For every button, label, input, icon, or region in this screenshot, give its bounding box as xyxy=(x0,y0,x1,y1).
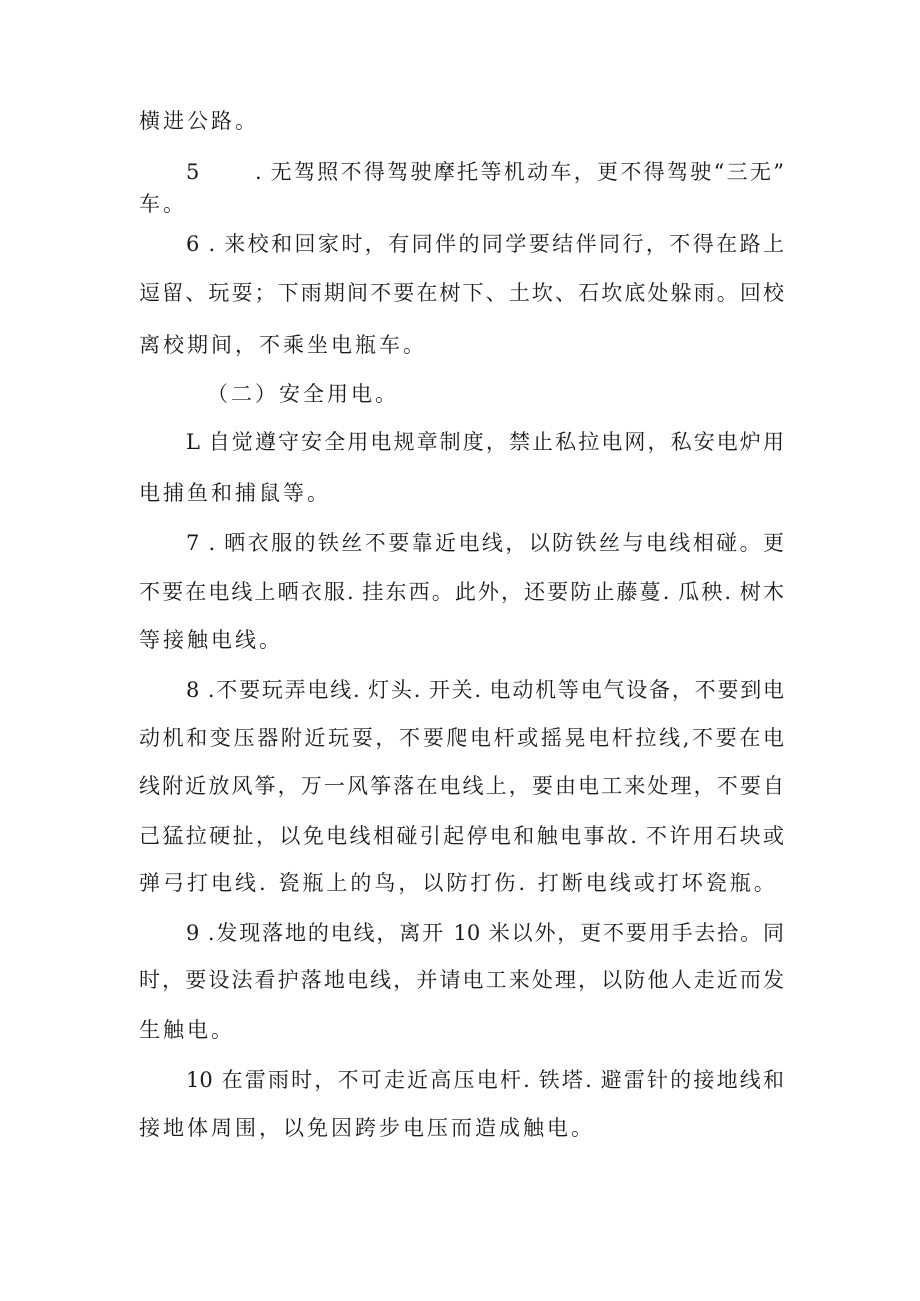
text-line: 7 . 晒衣服的铁丝不要靠近电线，以防铁丝与电线相碰。更 xyxy=(186,531,784,555)
text-line: 时，要设法看护落地电线，并请电工来处理，以防他人走近而发 xyxy=(139,968,784,992)
text-line: 8 .不要玩弄电线. 灯头. 开关. 电动机等电气设备，不要到电 xyxy=(186,678,784,702)
text-line: 生触电。 xyxy=(139,1018,235,1042)
section-heading: （二）安全用电。 xyxy=(207,382,399,406)
text-line: 5 . 无驾照不得驾驶摩托等机动车，更不得驾驶“三无” xyxy=(186,160,784,184)
text-line: 己猛拉硬扯，以免电线相碰引起停电和触电事故. 不许用石块或 xyxy=(139,824,784,848)
text-line: 9 .发现落地的电线，离开 10 米以外，更不要用手去拾。同 xyxy=(186,921,784,945)
text-line: 电捕鱼和捕鼠等。 xyxy=(139,481,331,505)
text-line: 逗留、玩耍；下雨期间不要在树下、土坎、石坎底处躲雨。回校 xyxy=(139,281,784,305)
text-line: 不要在电线上晒衣服. 挂东西。此外，还要防止藤蔓. 瓜秧. 树木 xyxy=(139,580,784,604)
text-line: 弹弓打电线. 瓷瓶上的鸟，以防打伤. 打断电线或打坏瓷瓶。 xyxy=(139,871,778,895)
text-line: 接地体周围，以免因跨步电压而造成触电。 xyxy=(139,1116,595,1140)
text-line: 等接触电线。 xyxy=(139,628,283,652)
text-line: 车。 xyxy=(139,192,187,216)
text-line: 线附近放风筝，万一风筝落在电线上，要由电工来处理，不要自 xyxy=(139,774,784,798)
text-line: 横进公路。 xyxy=(139,109,259,133)
text-line: 动机和变压器附近玩耍，不要爬电杆或摇晃电杆拉线,不要在电 xyxy=(139,726,784,750)
text-line: 离校期间，不乘坐电瓶车。 xyxy=(139,333,427,357)
text-line: 6 . 来校和回家时，有同伴的同学要结伴同行，不得在路上 xyxy=(186,232,784,256)
text-line: 10 在雷雨时，不可走近高压电杆. 铁塔. 避雷针的接地线和 xyxy=(186,1068,784,1092)
text-line: L 自觉遵守安全用电规章制度，禁止私拉电网，私安电炉用 xyxy=(186,430,784,454)
